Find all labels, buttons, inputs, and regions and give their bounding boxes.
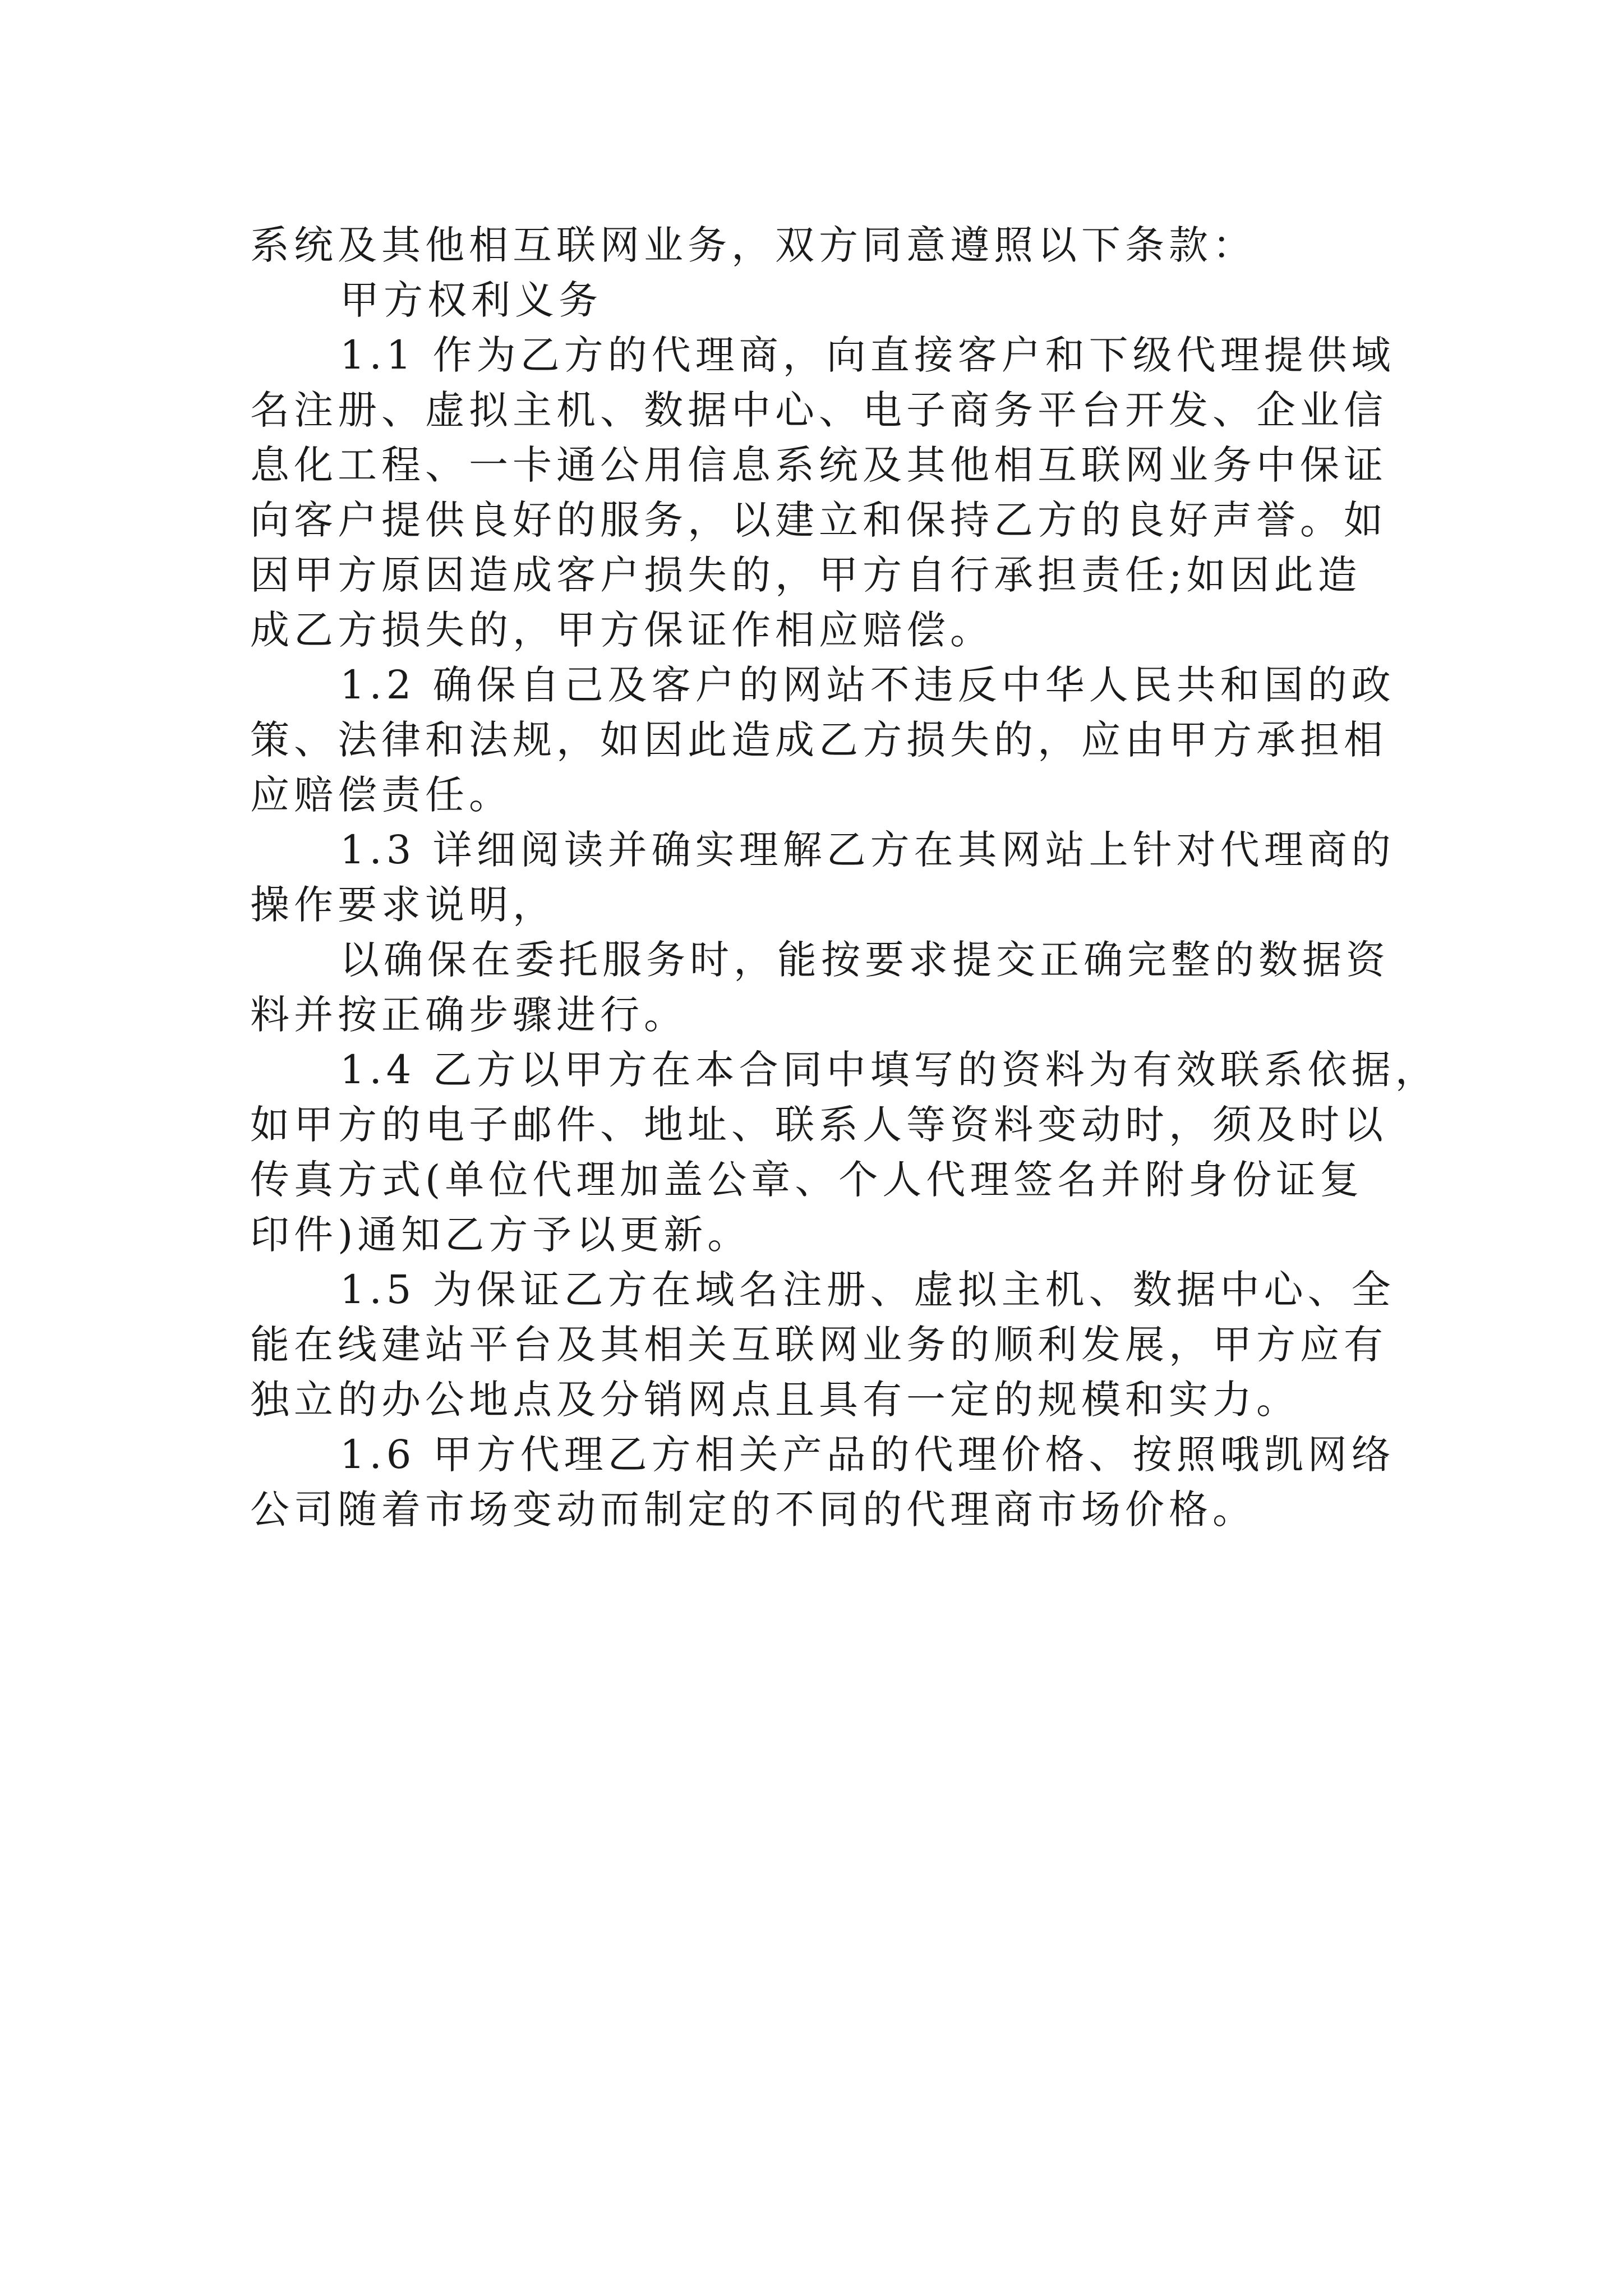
- paragraph-continuation: [250, 218, 1383, 273]
- text-line: 以确保在委托服务时，能按要求提交正确完整的数据资: [340, 937, 1390, 983]
- text-line: 策、法律和法规，如因此造成乙方损失的，应由甲方承担相: [250, 717, 1387, 763]
- paragraph-clause-1-1: [250, 328, 1395, 657]
- text-line: 如甲方的电子邮件、地址、联系人等资料变动时，须及时以: [250, 1102, 1387, 1148]
- text-line: 1.1 作为乙方的代理商，向直接客户和下级代理提供域: [340, 332, 1395, 378]
- text-line: 息化工程、一卡通公用信息系统及其他相互联网业务中保证: [250, 442, 1387, 488]
- text-line: 因甲方原因造成客户损失的，甲方自行承担责任;如因此造: [250, 552, 1362, 598]
- paragraph-clause-1-3-continued: [250, 932, 1390, 1042]
- section-heading: 甲方权利义务: [340, 277, 602, 323]
- paragraph-clause-1-5: [250, 1262, 1395, 1427]
- paragraph-heading-party-a-rights: [250, 273, 1383, 328]
- paragraph-clause-1-6: [250, 1427, 1395, 1537]
- text-line: 1.3 详细阅读并确实理解乙方在其网站上针对代理商的: [340, 827, 1395, 873]
- text-line: 操作要求说明，: [250, 882, 556, 928]
- text-line: 应赔偿责任。: [250, 772, 513, 818]
- text-line: 系统及其他相互联网业务，双方同意遵照以下条款：: [250, 222, 1256, 268]
- paragraph-clause-1-4: [250, 1042, 1439, 1262]
- text-line: 传真方式(单位代理加盖公章、个人代理签名并附身份证复: [250, 1157, 1364, 1203]
- document-page: [250, 218, 1439, 1537]
- text-line: 名注册、虚拟主机、数据中心、电子商务平台开发、企业信: [250, 387, 1387, 433]
- text-line: 1.6 甲方代理乙方相关产品的代理价格、按照哦凯网络: [340, 1432, 1395, 1478]
- paragraph-clause-1-3: [250, 822, 1395, 932]
- text-line: 成乙方损失的，甲方保证作相应赔偿。: [250, 607, 994, 653]
- text-line: 1.5 为保证乙方在域名注册、虚拟主机、数据中心、全: [340, 1267, 1395, 1313]
- text-line: 公司随着市场变动而制定的不同的代理商市场价格。: [250, 1487, 1256, 1533]
- text-line: 向客户提供良好的服务，以建立和保持乙方的良好声誉。如: [250, 497, 1387, 543]
- text-line: 独立的办公地点及分销网点且具有一定的规模和实力。: [250, 1377, 1300, 1423]
- text-line: 能在线建站平台及其相关互联网业务的顺利发展，甲方应有: [250, 1322, 1387, 1368]
- paragraph-clause-1-2: [250, 657, 1395, 822]
- text-line: 1.2 确保自己及客户的网站不违反中华人民共和国的政: [340, 662, 1395, 708]
- text-line: 1.4 乙方以甲方在本合同中填写的资料为有效联系依据，: [340, 1047, 1439, 1093]
- text-line: 料并按正确步骤进行。: [250, 992, 688, 1038]
- text-line: 印件)通知乙方予以更新。: [250, 1212, 751, 1258]
